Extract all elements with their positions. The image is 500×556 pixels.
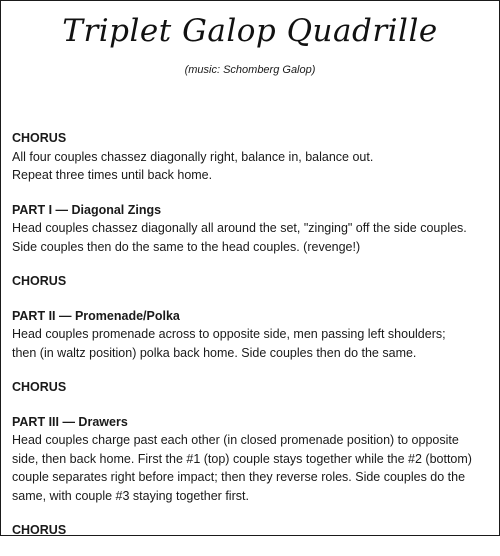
section-part-2	[12, 307, 493, 363]
section-line: All four couples chassez diagonally right, balance in, balance out.	[12, 149, 374, 164]
section-line: same, with couple #3 staying together first.	[12, 488, 249, 503]
section-heading: CHORUS	[12, 131, 67, 145]
section-line: Head couples promenade across to opposite side, men passing left shoulders;	[12, 327, 446, 341]
section-heading: PART II — Promenade/Polka	[12, 308, 180, 323]
section-line: Side couples then do the same to the head couples. (revenge!)	[12, 239, 361, 254]
document-title: Triplet Galop Quadrille	[62, 13, 438, 49]
section-part-1	[12, 201, 493, 257]
section-heading: CHORUS	[12, 380, 67, 394]
section-heading: CHORUS	[12, 523, 67, 537]
section-line: then (in waltz position) polka back home. Side couples then do the same.	[12, 345, 417, 360]
section-line: couple separates right before impact; then they reverse roles. Side couples do the	[12, 470, 466, 484]
section-chorus	[12, 272, 493, 291]
section-chorus	[12, 521, 493, 540]
section-heading: PART I — Diagonal Zings	[12, 202, 162, 217]
section-part-3	[12, 413, 493, 506]
section-line: Head couples chassez diagonally all around the set, "zinging" off the side couples.	[12, 221, 467, 235]
section-line: Repeat three times until back home.	[12, 168, 213, 182]
document-body	[12, 129, 493, 556]
section-line: Head couples charge past each other (in closed promenade position) to opposite	[12, 433, 459, 447]
section-heading: PART III — Drawers	[12, 414, 128, 429]
section-chorus	[12, 129, 493, 185]
document-subtitle: (music: Schomberg Galop)	[184, 64, 316, 76]
section-chorus	[12, 378, 493, 397]
section-heading: CHORUS	[12, 274, 67, 288]
section-line: side, then back home. First the #1 (top) couple stays together while the #2 (bottom)	[12, 451, 472, 466]
